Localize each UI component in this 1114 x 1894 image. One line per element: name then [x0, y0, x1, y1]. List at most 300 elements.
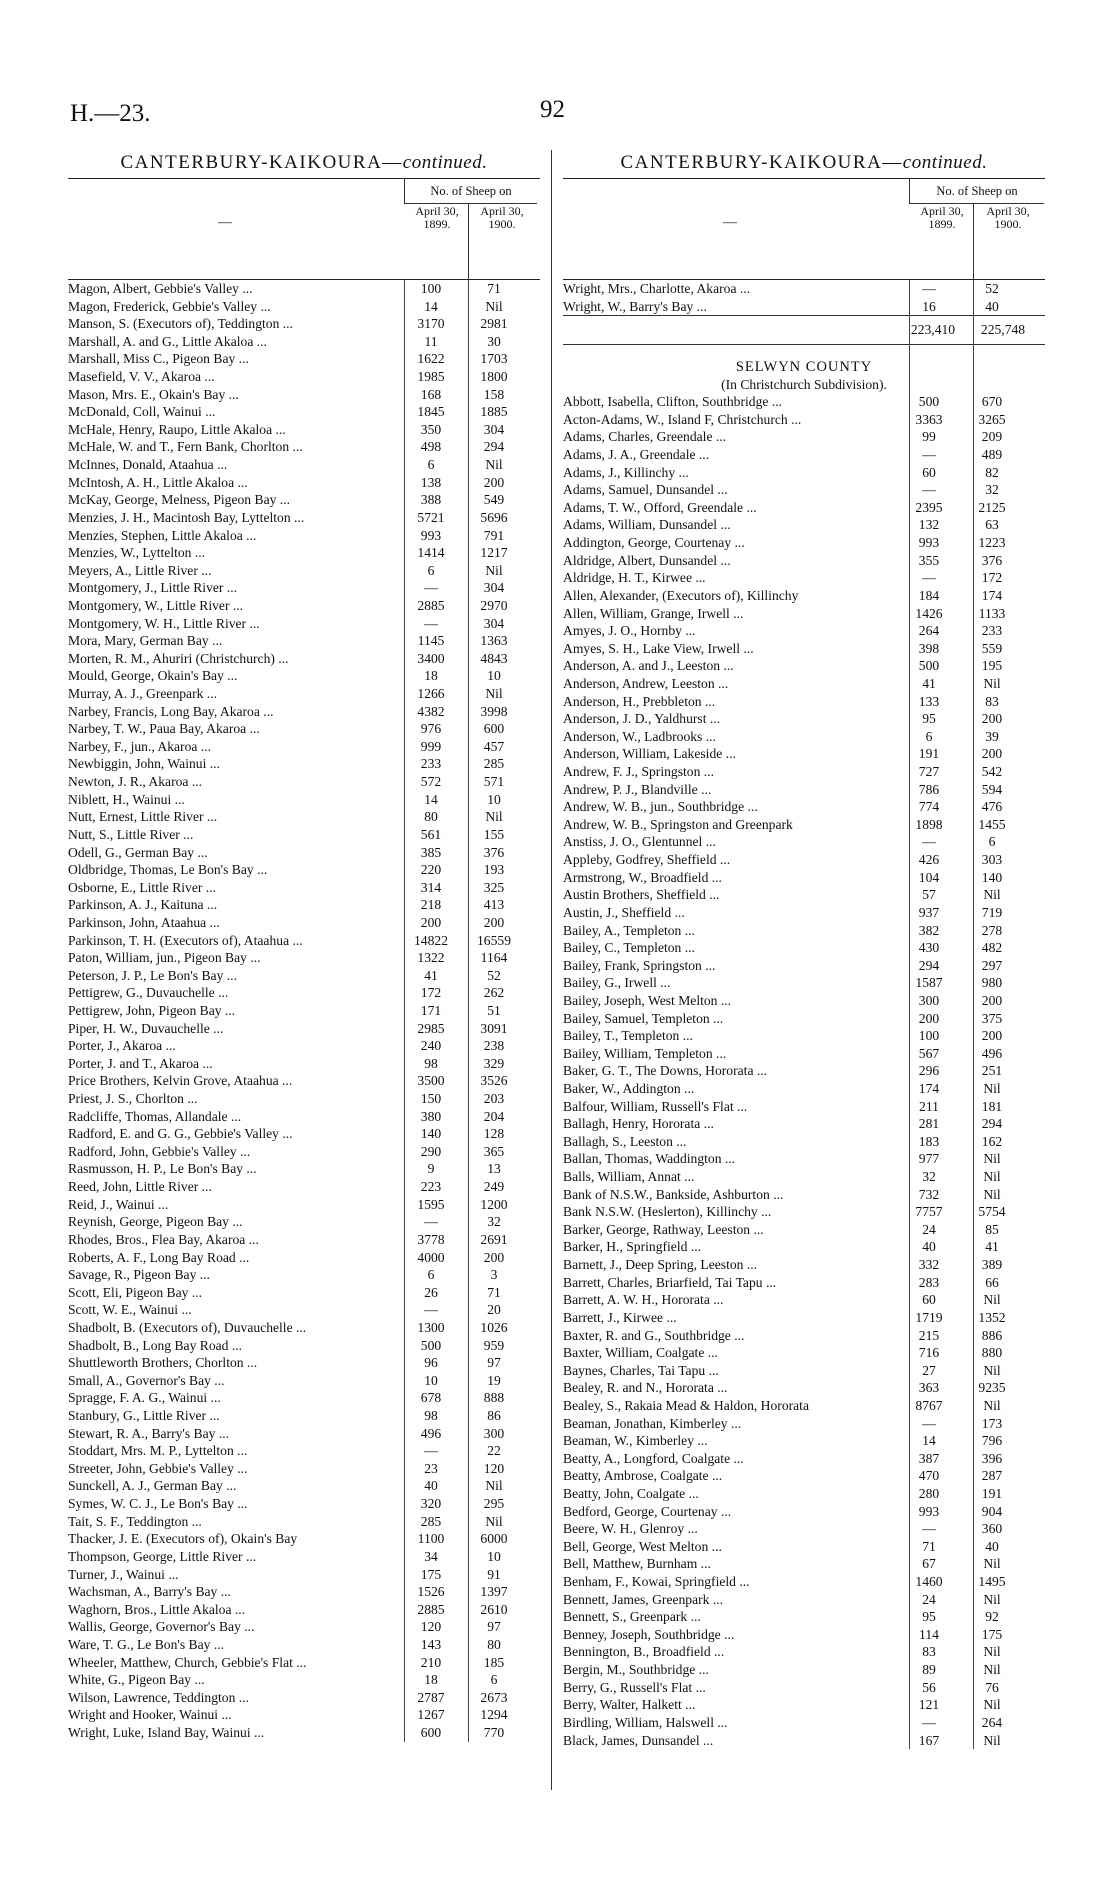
sheep-1899: 200: [918, 1010, 940, 1026]
section-subheading: (In Christchurch Subdivision).: [721, 377, 887, 393]
sheep-1900: 489: [981, 447, 1003, 463]
table-row: [68, 1020, 540, 1038]
sheep-1900: 52: [985, 281, 999, 296]
owner-name: Magon, Albert, Gebbie's Valley ...: [68, 281, 253, 296]
table-row: [68, 509, 540, 527]
table-row: [68, 1143, 540, 1161]
sheep-1900: 375: [981, 1010, 1003, 1026]
table-row: [68, 1636, 540, 1654]
sheep-1900: 32: [487, 1214, 501, 1230]
sheep-1899: 6: [427, 562, 435, 578]
table-row: [68, 1407, 540, 1425]
sheep-1900: 10: [487, 668, 501, 684]
sheep-1900: 91: [487, 1566, 501, 1582]
owner-name: Niblett, H., Wainui ...: [68, 791, 185, 807]
owner-name: Barrett, Charles, Briarfield, Tai Tapu ...: [563, 1274, 777, 1290]
table-row: [68, 879, 540, 897]
owner-name: Anderson, Andrew, Leeston ...: [563, 675, 729, 691]
owner-name: Amyes, J. O., Hornby ...: [563, 623, 696, 639]
owner-name: Abbott, Isabella, Clifton, Southbridge ...: [563, 394, 782, 410]
sheep-1899: 572: [420, 774, 442, 790]
table-row: [68, 773, 540, 791]
sheep-1899: 314: [420, 879, 442, 895]
sheep-1900: 185: [483, 1654, 505, 1670]
sheep-1899: 774: [918, 799, 940, 815]
column-rule: [404, 280, 405, 1742]
owner-name: Bell, Matthew, Burnham ...: [563, 1556, 711, 1572]
sheep-1899: 500: [918, 394, 940, 410]
sheep-1899: 233: [420, 756, 442, 772]
sheep-1899: —: [424, 1214, 438, 1230]
owner-name: Aldridge, H. T., Kirwee ...: [563, 570, 706, 586]
sheep-1900: 1217: [480, 545, 508, 561]
column-rule: [973, 280, 974, 1749]
sheep-1899: 1145: [417, 633, 445, 649]
owner-name: Masefield, V. V., Akaroa ...: [68, 369, 215, 385]
sheep-1899: 6: [427, 457, 435, 473]
right-table-header: [563, 178, 1045, 280]
sheep-1900: Nil: [983, 1186, 1001, 1202]
sheep-1900: 2673: [480, 1689, 508, 1705]
owner-name: Beaman, W., Kimberley ...: [563, 1433, 708, 1449]
sheep-1899: 150: [420, 1091, 442, 1107]
table-row: [68, 984, 540, 1002]
table-row: [68, 720, 540, 738]
sheep-1900: 162: [981, 1133, 1003, 1149]
table-row: [68, 1072, 540, 1090]
owner-name: Stoddart, Mrs. M. P., Lyttelton ...: [68, 1443, 248, 1459]
sheep-1899: 96: [424, 1355, 438, 1371]
sheep-1900: 204: [483, 1108, 505, 1124]
table-row: [68, 632, 540, 650]
table-row: [68, 386, 540, 404]
sheep-1900: 6000: [480, 1531, 508, 1547]
sheep-1900: 97: [487, 1619, 501, 1635]
sheep-1900: 40: [985, 298, 999, 314]
owner-name: Price Brothers, Kelvin Grove, Ataahua ...: [68, 1073, 293, 1089]
sheep-1900: Nil: [983, 1397, 1001, 1413]
sheep-1899: —: [922, 1714, 936, 1730]
sheep-1900: 1133: [978, 605, 1006, 621]
table-row: [68, 562, 540, 580]
sheep-1900: 40: [985, 1538, 999, 1554]
sheep-1900: Nil: [983, 1556, 1001, 1572]
sheep-1899: 3500: [417, 1073, 445, 1089]
owner-name: Montgomery, J., Little River ...: [68, 580, 238, 596]
sheep-1899: 220: [420, 862, 442, 878]
sheep-1900: 285: [483, 756, 505, 772]
owner-name: Bailey, A., Templeton ...: [563, 922, 695, 938]
owner-name: Bank of N.S.W., Bankside, Ashburton ...: [563, 1186, 784, 1202]
owner-name: Peterson, J. P., Le Bon's Bay ...: [68, 967, 237, 983]
sheep-1900: 719: [981, 904, 1003, 920]
sheep-1900: 1800: [480, 369, 508, 385]
sheep-1899: 183: [918, 1133, 940, 1149]
table-row: [68, 1460, 540, 1478]
sheep-1899: 175: [420, 1566, 442, 1582]
page-number: 92: [540, 96, 565, 123]
table-row: [68, 1301, 540, 1319]
table-row: [68, 1284, 540, 1302]
sheep-1900: 389: [981, 1257, 1003, 1273]
sheep-1899: 398: [918, 640, 940, 656]
table-row: [68, 1125, 540, 1143]
sheep-1899: 1300: [417, 1319, 445, 1335]
sheep-1900: 200: [483, 1249, 505, 1265]
sheep-label: No. of Sheep on: [909, 179, 1044, 204]
table-row: [68, 527, 540, 545]
owner-name: Anderson, H., Prebbleton ...: [563, 693, 716, 709]
sheep-1899: 100: [918, 1028, 940, 1044]
sheep-1899: 172: [420, 985, 442, 1001]
column-divider: [551, 150, 552, 1790]
year-1899: April 30, 1899.: [920, 204, 964, 231]
owner-name: Sunckell, A. J., German Bay ...: [68, 1478, 237, 1494]
sheep-1899: 430: [918, 940, 940, 956]
owner-name: Reynish, George, Pigeon Bay ...: [68, 1214, 243, 1230]
sheep-1900: 92: [985, 1609, 999, 1625]
owner-name: Bealey, R. and N., Hororata ...: [563, 1380, 728, 1396]
sheep-1899: 1100: [417, 1531, 445, 1547]
table-row: [68, 1372, 540, 1390]
owner-name: Wright, Mrs., Charlotte, Akaroa ...: [563, 281, 751, 296]
owner-name: Ballagh, S., Leeston ...: [563, 1133, 687, 1149]
sheep-1899: 7757: [915, 1204, 943, 1220]
sheep-1899: 80: [424, 809, 438, 825]
sheep-1900: 329: [483, 1055, 505, 1071]
sheep-1899: 138: [420, 474, 442, 490]
sheep-1900: 200: [981, 992, 1003, 1008]
owner-name: Andrew, W. B., jun., Southbridge ...: [563, 799, 758, 815]
owner-name: Narbey, Francis, Long Bay, Akaroa ...: [68, 703, 274, 719]
sheep-1900: 1363: [480, 633, 508, 649]
owner-name: Murray, A. J., Greenpark ...: [68, 686, 217, 702]
owner-name: Ware, T. G., Le Bon's Bay ...: [68, 1636, 225, 1652]
sheep-1899: 14: [424, 298, 438, 314]
sheep-1899: —: [922, 482, 936, 498]
sheep-1899: 496: [420, 1425, 442, 1441]
sheep-1900: 888: [483, 1390, 505, 1406]
table-row: [68, 298, 540, 316]
owner-name: Menzies, W., Lyttelton ...: [68, 545, 206, 561]
sheep-1899: 3400: [417, 650, 445, 666]
table-row: [68, 1442, 540, 1460]
sheep-1899: 11: [424, 333, 438, 349]
owner-name: Andrew, F. J., Springston ...: [563, 764, 714, 780]
table-row: [68, 667, 540, 685]
sheep-1900: 41: [985, 1239, 999, 1255]
sheep-1899: 40: [922, 1239, 936, 1255]
sheep-1900: 203: [483, 1091, 505, 1107]
sheep-1899: 184: [918, 587, 940, 603]
sheep-1900: 594: [981, 781, 1003, 797]
sheep-1900: 174: [981, 587, 1003, 603]
sheep-1900: 155: [483, 826, 505, 842]
sheep-1899: 223: [420, 1179, 442, 1195]
owner-name: Wheeler, Matthew, Church, Gebbie's Flat ...: [68, 1654, 307, 1670]
table-row: [68, 333, 540, 351]
owner-name: Birdling, William, Halswell ...: [563, 1714, 728, 1730]
table-row: [68, 1583, 540, 1601]
sheep-1899: 500: [918, 658, 940, 674]
sheep-1899: 95: [922, 1609, 936, 1625]
owner-name: Berry, G., Russell's Flat ...: [563, 1679, 706, 1695]
header-dash: —: [723, 215, 737, 230]
table-row: [68, 738, 540, 756]
sheep-1899: 10: [424, 1372, 438, 1388]
sheep-1900: Nil: [485, 457, 503, 473]
table-row: [68, 844, 540, 862]
owner-name: Nutt, Ernest, Little River ...: [68, 809, 218, 825]
sheep-1900: 304: [483, 580, 505, 596]
sheep-1899: 40: [424, 1478, 438, 1494]
sheep-1899: 2395: [915, 499, 943, 515]
sheep-1900: 32: [985, 482, 999, 498]
owner-name: Ballan, Thomas, Waddington ...: [563, 1151, 736, 1167]
table-row: [68, 1090, 540, 1108]
sheep-1900: 39: [985, 728, 999, 744]
owner-name: Amyes, S. H., Lake View, Irwell ...: [563, 640, 754, 656]
sheep-1899: 2885: [417, 597, 445, 613]
owner-name: Rasmusson, H. P., Le Bon's Bay ...: [68, 1161, 257, 1177]
table-row: [68, 1319, 540, 1337]
sheep-1899: 168: [420, 386, 442, 402]
table-row: [68, 1477, 540, 1495]
sheep-1899: 120: [420, 1619, 442, 1635]
owner-name: Shadbolt, B. (Executors of), Duvauchelle ...: [68, 1319, 307, 1335]
left-title: CANTERBURY-KAIKOURA—continued.: [120, 152, 488, 173]
table-row: [68, 650, 540, 668]
sheep-1899: 71: [922, 1538, 936, 1554]
sheep-1900: Nil: [983, 1662, 1001, 1678]
table-row: [68, 791, 540, 809]
sheep-1900: 2610: [480, 1601, 508, 1617]
sheep-1900: 76: [985, 1679, 999, 1695]
sheep-1900: 886: [981, 1327, 1003, 1343]
table-row: [68, 1160, 540, 1178]
sheep-1899: 355: [918, 552, 940, 568]
sheep-1900: 457: [483, 738, 505, 754]
sheep-1900: 482: [981, 940, 1003, 956]
column-rule: [909, 280, 910, 1749]
sheep-1900: 325: [483, 879, 505, 895]
table-row: [68, 280, 540, 298]
sheep-1900: 200: [981, 1028, 1003, 1044]
table-row: [68, 1495, 540, 1513]
sheep-1900: 97: [487, 1355, 501, 1371]
table-row: [68, 914, 540, 932]
owner-name: Allen, William, Grange, Irwell ...: [563, 605, 744, 621]
owner-name: Bailey, C., Templeton ...: [563, 940, 695, 956]
sheep-1900: 294: [483, 439, 505, 455]
sheep-1899: 2787: [417, 1689, 445, 1705]
sheep-1899: 14: [922, 1433, 936, 1449]
table-row: [68, 1055, 540, 1073]
owner-name: Montgomery, W. H., Little River ...: [68, 615, 260, 631]
owner-name: Baxter, William, Coalgate ...: [563, 1345, 718, 1361]
owner-name: Streeter, John, Gebbie's Valley ...: [68, 1460, 248, 1476]
sheep-1899: 732: [918, 1186, 940, 1202]
owner-name: Rhodes, Bros., Flea Bay, Akaroa ...: [68, 1231, 259, 1247]
sheep-1899: 98: [424, 1408, 438, 1423]
sheep-1900: 2125: [978, 499, 1006, 515]
owner-name: Symes, W. C. J., Le Bon's Bay ...: [68, 1496, 248, 1512]
sheep-1900: 86: [487, 1408, 501, 1423]
table-row: [68, 1601, 540, 1619]
owner-name: Bennington, B., Broadfield ...: [563, 1644, 725, 1660]
sheep-1900: 3998: [480, 703, 508, 719]
sheep-1899: 133: [918, 693, 940, 709]
owner-name: Anderson, A. and J., Leeston ...: [563, 658, 734, 674]
sheep-1899: 24: [922, 1591, 936, 1607]
owner-name: Bailey, William, Templeton ...: [563, 1045, 727, 1061]
owner-name: Adams, T. W., Offord, Greendale ...: [563, 499, 757, 515]
sheep-1899: 320: [420, 1496, 442, 1512]
sheep-1899: 98: [424, 1055, 438, 1071]
sheep-1899: 363: [918, 1380, 940, 1396]
sheep-1900: 904: [981, 1503, 1003, 1519]
owner-name: Appleby, Godfrey, Sheffield ...: [563, 852, 731, 868]
owner-name: Scott, Eli, Pigeon Bay ...: [68, 1284, 203, 1300]
table-row: [68, 1178, 540, 1196]
owner-name: Beatty, A., Longford, Coalgate ...: [563, 1450, 744, 1466]
sheep-1899: 60: [922, 464, 936, 480]
owner-name: McHale, W. and T., Fern Bank, Chorlton ...: [68, 439, 303, 455]
owner-name: Wright, Luke, Island Bay, Wainui ...: [68, 1724, 265, 1740]
owner-name: McInnes, Donald, Ataahua ...: [68, 457, 228, 473]
owner-name: McIntosh, A. H., Little Akaloa ...: [68, 474, 248, 490]
table-row: [68, 685, 540, 703]
owner-name: Scott, W. E., Wainui ...: [68, 1302, 192, 1318]
owner-name: Baynes, Charles, Tai Tapu ...: [563, 1362, 719, 1378]
sheep-1899: 281: [918, 1116, 940, 1132]
owner-name: Baker, W., Addington ...: [563, 1080, 695, 1096]
sheep-1900: 5696: [480, 509, 508, 525]
owner-name: Parkinson, John, Ataahua ...: [68, 914, 220, 930]
sheep-1900: Nil: [983, 887, 1001, 903]
sheep-1899: 24: [922, 1221, 936, 1237]
sheep-1900: 80: [487, 1636, 501, 1652]
sheep-1899: 977: [918, 1151, 940, 1167]
sheep-1899: 976: [420, 721, 442, 737]
column-rule: [468, 280, 469, 1742]
sheep-1899: 1622: [417, 351, 445, 367]
sheep-1900: Nil: [983, 1732, 1001, 1748]
owner-name: Adams, J. A., Greendale ...: [563, 447, 710, 463]
owner-name: Bailey, T., Templeton ...: [563, 1028, 693, 1044]
owner-name: Bennett, James, Greenpark ...: [563, 1591, 724, 1607]
left-column: [68, 148, 540, 1742]
sheep-1900: 200: [981, 711, 1003, 727]
owner-name: Bennett, S., Greenpark ...: [563, 1609, 701, 1625]
sheep-1899: 290: [420, 1143, 442, 1159]
sheep-1899: 18: [424, 668, 438, 684]
sheep-1900: Nil: [983, 1644, 1001, 1660]
sheep-1900: 85: [985, 1221, 999, 1237]
owner-name: Bedford, George, Courtenay ...: [563, 1503, 732, 1519]
owner-name: Porter, J., Akaroa ...: [68, 1038, 176, 1054]
sheep-1900: 287: [981, 1468, 1003, 1484]
sheep-1900: 1455: [978, 816, 1006, 832]
sheep-1899: 140: [420, 1126, 442, 1142]
sheep-1899: 786: [918, 781, 940, 797]
sheep-1900: 360: [981, 1521, 1003, 1537]
sheep-1899: 95: [922, 711, 936, 727]
sheep-1900: Nil: [983, 1697, 1001, 1713]
sheep-1900: 51: [487, 1002, 501, 1018]
sheep-1899: 382: [918, 922, 940, 938]
table-row: [68, 703, 540, 721]
sheep-1899: 18: [424, 1672, 438, 1688]
sheep-1900: 63: [985, 517, 999, 533]
sheep-1900: 249: [483, 1179, 505, 1195]
sheep-1899: 4382: [417, 703, 445, 719]
sheep-1899: 57: [922, 887, 936, 903]
owner-name: Bank N.S.W. (Heslerton), Killinchy ...: [563, 1204, 772, 1220]
section-heading: SELWYN COUNTY: [735, 359, 873, 376]
owner-name: Barnett, J., Deep Spring, Leeston ...: [563, 1257, 758, 1273]
sheep-1899: 388: [420, 492, 442, 508]
owner-name: Roberts, A. F., Long Bay Road ...: [68, 1249, 250, 1265]
sheep-1900: 600: [483, 721, 505, 737]
sheep-1899: 1267: [417, 1707, 445, 1723]
sheep-1900: 264: [981, 1714, 1003, 1730]
sheep-1900: 571: [483, 774, 505, 790]
sheep-1899: 993: [420, 527, 442, 543]
sheep-1899: 283: [918, 1274, 940, 1290]
sheep-1899: 3363: [915, 411, 943, 427]
sheep-1899: 387: [918, 1450, 940, 1466]
sheep-1899: 2985: [417, 1020, 445, 1036]
owner-name: McDonald, Coll, Wainui ...: [68, 404, 216, 420]
sheep-1900: 19: [487, 1372, 501, 1388]
owner-name: Austin Brothers, Sheffield ...: [563, 887, 720, 903]
owner-name: Bell, George, West Melton ...: [563, 1538, 722, 1554]
sheep-1899: 1426: [915, 605, 943, 621]
owner-name: Radcliffe, Thomas, Allandale ...: [68, 1108, 242, 1124]
sheep-1899: 1845: [417, 404, 445, 420]
sheep-1900: Nil: [485, 298, 503, 314]
sheep-1900: 1495: [978, 1574, 1006, 1590]
sheep-1900: 1885: [480, 404, 508, 420]
owner-name: Beatty, Ambrose, Coalgate ...: [563, 1468, 723, 1484]
sheep-1900: 3265: [978, 411, 1006, 427]
sheep-1899: 100: [420, 281, 442, 296]
owner-name: Benham, F., Kowai, Springfield ...: [563, 1574, 750, 1590]
table-row: [68, 350, 540, 368]
sheep-1900: 5754: [978, 1204, 1006, 1220]
sheep-1900: 542: [981, 764, 1003, 780]
owner-name: Morten, R. M., Ahuriri (Christchurch) ...: [68, 650, 289, 666]
owner-name: Radford, E. and G. G., Gebbie's Valley ...: [68, 1126, 293, 1142]
owner-name: Balls, William, Annat ...: [563, 1169, 695, 1185]
sheep-1899: 174: [918, 1080, 940, 1096]
owner-name: Anstiss, J. O., Glentunnel ...: [563, 834, 716, 850]
table-row: [68, 1671, 540, 1689]
sheep-1899: 132: [918, 517, 940, 533]
year-1899: April 30, 1899.: [415, 204, 459, 231]
owner-name: Radford, John, Gebbie's Valley ...: [68, 1143, 251, 1159]
owner-name: Wallis, George, Governor's Bay ...: [68, 1619, 255, 1635]
sheep-1899: 1266: [417, 686, 445, 702]
year-1900: April 30, 1900.: [986, 204, 1030, 231]
sheep-1899: 211: [919, 1098, 939, 1114]
owner-name: Wachsman, A., Barry's Bay ...: [68, 1584, 231, 1600]
sheep-1899: 6: [925, 728, 933, 744]
sheep-1900: 175: [981, 1626, 1003, 1642]
sheep-1899: 937: [918, 904, 940, 920]
owner-name: Anderson, William, Lakeside ...: [563, 746, 736, 762]
